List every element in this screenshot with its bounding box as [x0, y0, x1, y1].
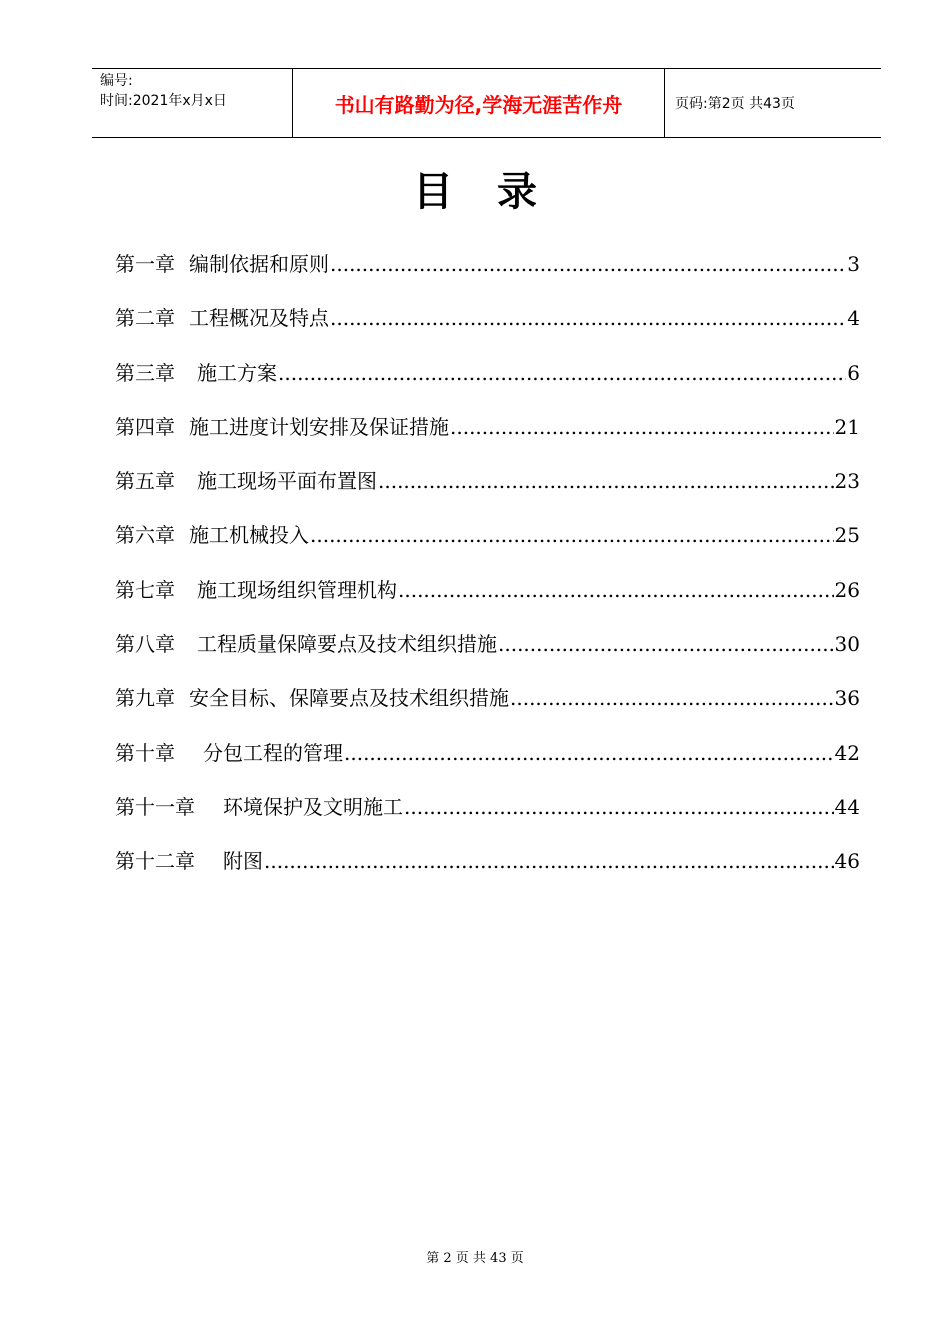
toc-chapter-number: 第二章	[115, 306, 175, 331]
toc-chapter-number: 第七章	[115, 577, 175, 602]
toc-dot-leader	[404, 795, 834, 819]
header-meta	[92, 69, 292, 137]
toc-entry[interactable]	[115, 302, 860, 356]
toc-chapter-number: 第十一章	[115, 794, 195, 819]
page-title: 目录	[413, 169, 581, 215]
toc-dot-leader	[450, 415, 834, 439]
toc-entry[interactable]	[115, 465, 860, 519]
toc-page-number: 21	[834, 414, 860, 439]
toc-chapter-title: 编制依据和原则	[189, 252, 329, 276]
toc-chapter-title: 工程概况及特点	[189, 306, 329, 331]
toc-chapter-title: 安全目标、保障要点及技术组织措施	[189, 686, 509, 711]
toc-entry[interactable]	[115, 791, 860, 845]
toc-dot-leader	[378, 469, 834, 493]
toc-chapter-title: 施工方案	[197, 360, 277, 385]
toc-chapter-title: 工程质量保障要点及技术组织措施	[197, 632, 497, 657]
toc-entry[interactable]	[115, 519, 860, 573]
toc-dot-leader	[264, 849, 834, 873]
table-of-contents	[115, 248, 860, 900]
toc-dot-leader	[330, 306, 846, 330]
toc-chapter-title: 分包工程的管理	[203, 740, 343, 765]
toc-entry[interactable]	[115, 628, 860, 682]
toc-chapter-title: 施工机械投入	[189, 523, 309, 548]
toc-chapter-number: 第三章	[115, 360, 175, 385]
toc-chapter-title: 施工进度计划安排及保证措施	[189, 414, 449, 439]
page-header	[92, 68, 881, 138]
toc-dot-leader	[278, 361, 846, 385]
toc-page-number: 4	[847, 306, 860, 331]
toc-dot-leader	[498, 632, 834, 656]
toc-page-number: 46	[834, 849, 860, 874]
toc-chapter-number: 第十章	[115, 740, 175, 765]
toc-page-number: 44	[834, 794, 860, 819]
toc-page-number: 3	[847, 252, 860, 276]
toc-chapter-number: 第十二章	[115, 849, 195, 874]
header-page-info: 页码:第2页 共43页	[675, 96, 795, 112]
toc-page-number: 26	[834, 577, 860, 602]
toc-chapter-title: 环境保护及文明施工	[223, 794, 403, 819]
toc-chapter-number: 第八章	[115, 632, 175, 657]
toc-chapter-title: 施工现场组织管理机构	[197, 577, 397, 602]
toc-dot-leader	[398, 578, 834, 602]
page-footer: 第 2 页 共 43 页	[426, 1251, 524, 1266]
toc-chapter-number: 第一章	[115, 252, 175, 276]
toc-dot-leader	[310, 523, 834, 547]
toc-entry[interactable]	[115, 411, 860, 465]
toc-chapter-title: 施工现场平面布置图	[197, 469, 377, 494]
toc-chapter-number: 第五章	[115, 469, 175, 494]
document-time-label: 时间:2021年x月x日	[100, 93, 227, 109]
header-motto: 书山有路勤为径,学海无涯苦作舟	[292, 69, 665, 137]
toc-entry[interactable]	[115, 845, 860, 899]
toc-page-number: 6	[847, 360, 860, 385]
toc-entry[interactable]	[115, 682, 860, 736]
toc-chapter-number: 第四章	[115, 414, 175, 439]
toc-dot-leader	[344, 741, 834, 765]
toc-entry[interactable]	[115, 248, 860, 302]
toc-chapter-number: 第六章	[115, 523, 175, 548]
toc-entry[interactable]	[115, 737, 860, 791]
toc-chapter-title: 附图	[223, 849, 263, 874]
toc-page-number: 36	[834, 686, 860, 711]
toc-page-number: 30	[834, 632, 860, 657]
toc-page-number: 25	[834, 523, 860, 548]
toc-chapter-number: 第九章	[115, 686, 175, 711]
toc-page-number: 23	[834, 469, 860, 494]
document-number-label: 编号:	[100, 73, 133, 89]
toc-entry[interactable]	[115, 574, 860, 628]
toc-dot-leader	[330, 252, 846, 276]
toc-entry[interactable]	[115, 357, 860, 411]
toc-dot-leader	[510, 686, 834, 710]
toc-page-number: 42	[834, 740, 860, 765]
